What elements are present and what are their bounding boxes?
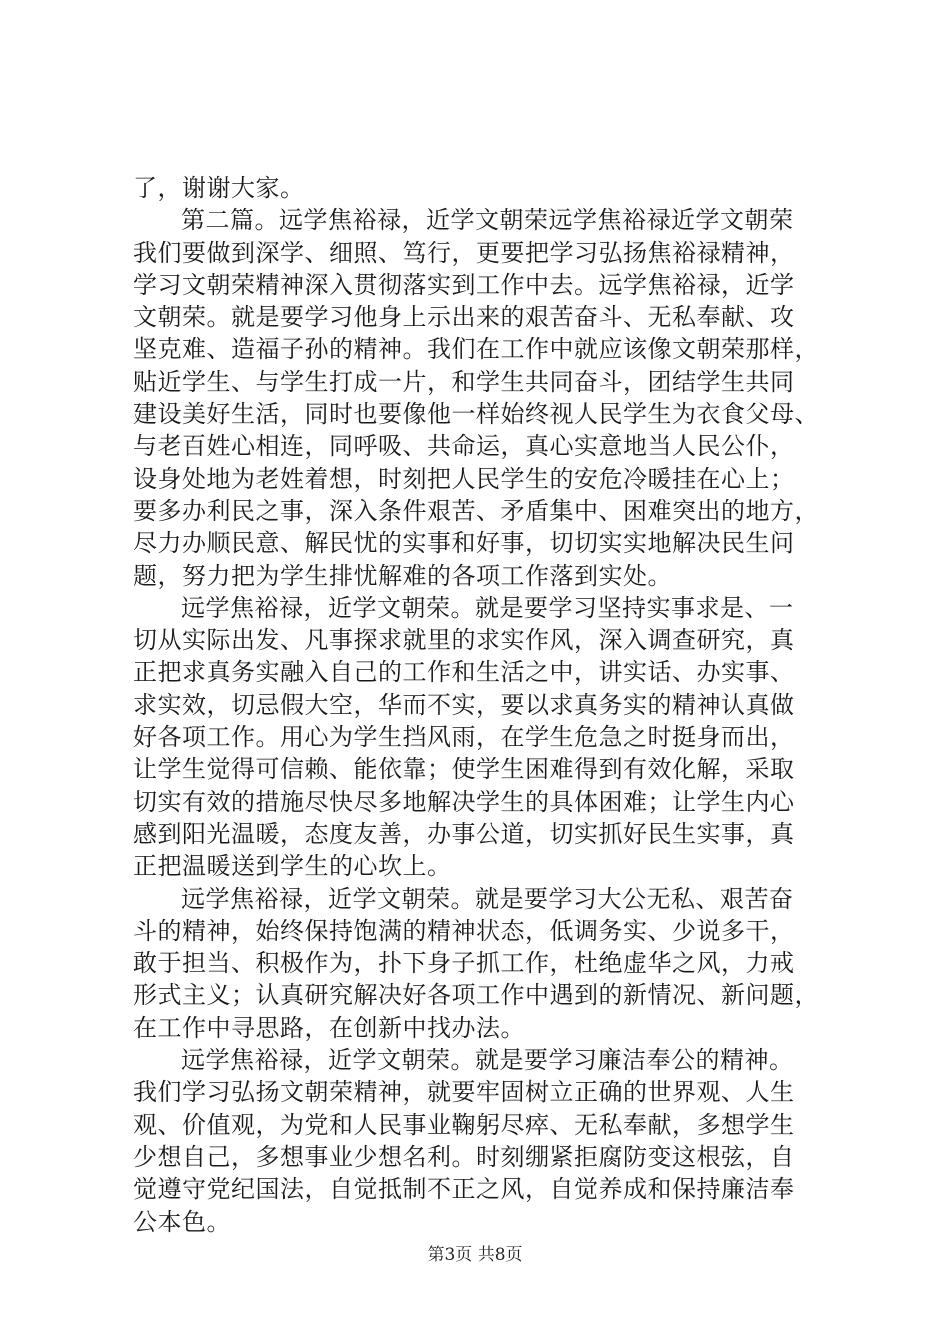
paragraph-first-line: 第二篇。远学焦裕禄，近学文朝荣远学焦裕禄近学文朝荣	[181, 206, 794, 235]
paragraph-first-line: 远学焦裕禄，近学文朝荣。就是要学习大公无私、艰苦奋	[181, 884, 794, 913]
text-line: 公本色。	[133, 1207, 231, 1236]
paragraph-first-line: 远学焦裕禄，近学文朝荣。就是要学习廉洁奉公的精神。	[181, 1046, 794, 1075]
text-line: 感到阳光温暖，态度友善，办事公道，切实抓好民生实事，真	[133, 819, 795, 848]
text-line: 形式主义；认真研究解决好各项工作中遇到的新情况、新问题，	[133, 981, 819, 1010]
text-line: 正把温暖送到学生的心坎上。	[133, 852, 452, 881]
text-line: 学习文朝荣精神深入贯彻落实到工作中去。远学焦裕禄，近学	[133, 270, 795, 299]
text-line: 少想自己，多想事业少想名利。时刻绷紧拒腐防变这根弦，自	[133, 1142, 795, 1171]
text-line: 切从实际出发、凡事探求就里的求实作风，深入调查研究，真	[133, 626, 795, 655]
text-line: 观、价值观，为党和人民事业鞠躬尽瘁、无私奉献，多想学生	[133, 1110, 795, 1139]
text-line: 觉遵守党纪国法，自觉抵制不正之风，自觉养成和保持廉洁奉	[133, 1175, 795, 1204]
text-line: 建设美好生活，同时也要像他一样始终视人民学生为衣食父母、	[133, 400, 819, 429]
text-line: 求实效，切忌假大空，华而不实，要以求真务实的精神认真做	[133, 690, 795, 719]
text-line: 贴近学生、与学生打成一片，和学生共同奋斗，团结学生共同	[133, 367, 795, 396]
text-line: 正把求真务实融入自己的工作和生活之中，讲实话、办实事、	[133, 658, 795, 687]
text-line: 切实有效的措施尽快尽多地解决学生的具体困难；让学生内心	[133, 787, 795, 816]
text-line: 我们要做到深学、细照、笃行，更要把学习弘扬焦裕禄精神，	[133, 238, 795, 267]
text-line: 尽力办顺民意、解民忧的实事和好事，切切实实地解决民生问	[133, 529, 795, 558]
document-body	[133, 172, 833, 1238]
text-line: 斗的精神，始终保持饱满的精神状态，低调务实、少说多干，	[133, 916, 795, 945]
text-line: 文朝荣。就是要学习他身上示出来的艰苦奋斗、无私奉献、攻	[133, 303, 795, 332]
text-line: 好各项工作。用心为学生挡风雨，在学生危急之时挺身而出，	[133, 723, 795, 752]
text-line: 让学生觉得可信赖、能依靠；使学生困难得到有效化解，采取	[133, 755, 795, 784]
text-line: 坚克难、造福子孙的精神。我们在工作中就应该像文朝荣那样，	[133, 335, 819, 364]
page-number-footer: 第3页 共8页	[427, 1245, 523, 1265]
text-line: 我们学习弘扬文朝荣精神，就要牢固树立正确的世界观、人生	[133, 1078, 795, 1107]
text-line: 题，努力把为学生排忧解难的各项工作落到实处。	[133, 561, 672, 590]
paragraph-first-line: 远学焦裕禄，近学文朝荣。就是要学习坚持实事求是、一	[181, 593, 794, 622]
text-line: 了，谢谢大家。	[133, 174, 305, 202]
text-line: 在工作中寻思路，在创新中找办法。	[133, 1013, 525, 1042]
text-line: 与老百姓心相连，同呼吸、共命运，真心实意地当人民公仆，	[133, 432, 795, 461]
text-line: 敢于担当、积极作为，扑下身子抓工作，杜绝虚华之风，力戒	[133, 949, 795, 978]
text-line: 要多办利民之事，深入条件艰苦、矛盾集中、困难突出的地方，	[133, 496, 819, 525]
text-line: 设身处地为老姓着想，时刻把人民学生的安危冷暖挂在心上；	[133, 464, 795, 493]
